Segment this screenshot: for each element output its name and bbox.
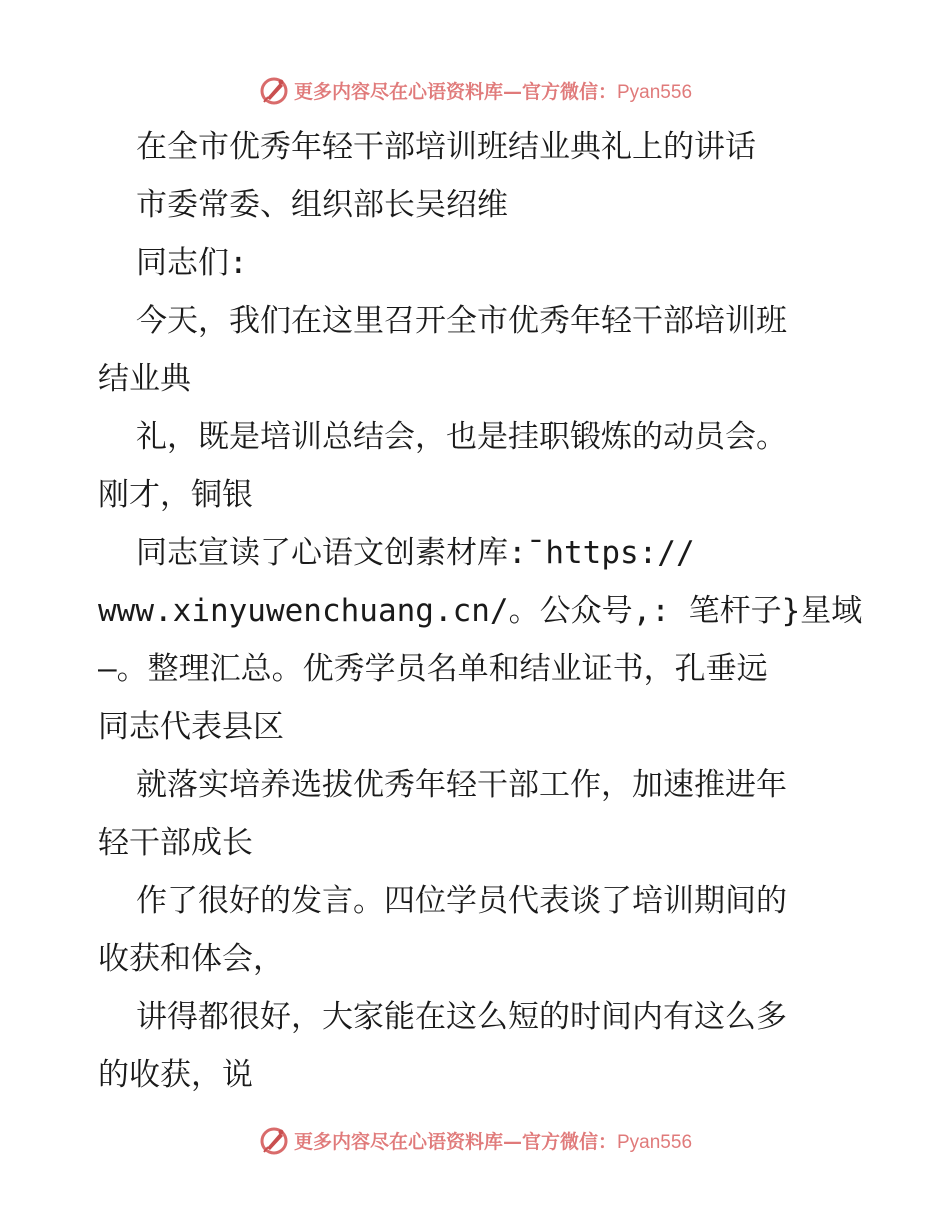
body-text-line: 刚才，铜银 xyxy=(98,477,253,513)
document-body xyxy=(98,118,863,1104)
body-text-line: www.xinyuwenchuang.cn/。公众号,: 笔杆子}星域 xyxy=(98,593,863,629)
footer-watermark xyxy=(0,1120,950,1160)
body-text-line: —。整理汇总。优秀学员名单和结业证书，孔垂远 xyxy=(98,651,768,687)
body-text-line: 就落实培养选拔优秀年轻干部工作，加速推进年 xyxy=(136,767,787,803)
body-text-line: 作了很好的发言。四位学员代表谈了培训期间的 xyxy=(136,883,787,919)
document-title: 在全市优秀年轻干部培训班结业典礼上的讲话 xyxy=(136,129,756,165)
quill-seal-icon xyxy=(258,74,290,106)
watermark-wechat-id: Pyan556 xyxy=(617,1131,693,1153)
body-text-line: 同志宣读了心语文创素材库:¯https:// xyxy=(136,535,695,571)
watermark-wechat-id: Pyan556 xyxy=(617,81,693,103)
quill-seal-icon xyxy=(258,1124,290,1156)
body-text-line: 轻干部成长 xyxy=(98,825,253,861)
body-text-line: 同志们: xyxy=(136,245,248,281)
watermark-text: 更多内容尽在心语资料库—官方微信：Pyan556 xyxy=(293,1130,693,1153)
body-text-line: 今天，我们在这里召开全市优秀年轻干部培训班 xyxy=(136,303,787,339)
body-text-line: 同志代表县区 xyxy=(98,709,284,745)
body-text-line: 的收获，说 xyxy=(98,1057,253,1093)
body-text-line: 结业典 xyxy=(98,361,191,397)
header-watermark xyxy=(0,70,950,110)
body-text-line: 礼，既是培训总结会，也是挂职锻炼的动员会。 xyxy=(136,419,787,455)
watermark-text: 更多内容尽在心语资料库—官方微信：Pyan556 xyxy=(293,80,693,103)
speaker-line: 市委常委、组织部长吴绍维 xyxy=(136,187,508,223)
body-text-line: 收获和体会， xyxy=(98,941,284,977)
body-text-line: 讲得都很好，大家能在这么短的时间内有这么多 xyxy=(136,999,787,1035)
